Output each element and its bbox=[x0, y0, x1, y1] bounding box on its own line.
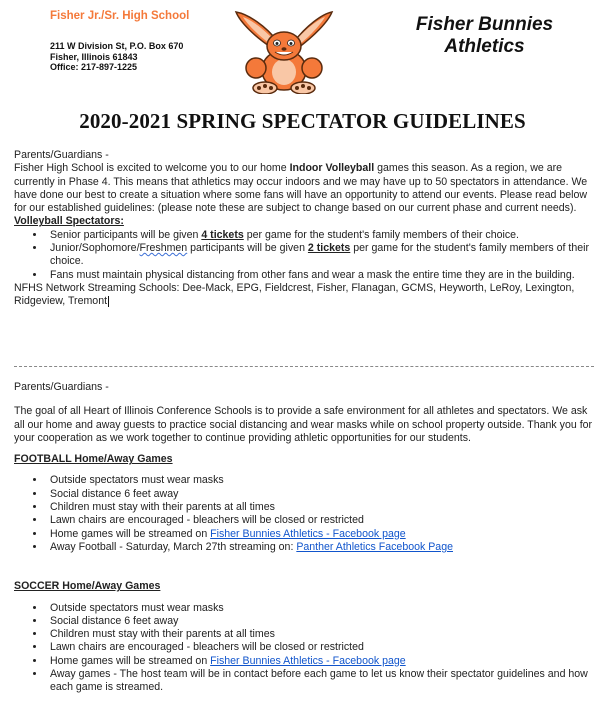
list-text: Home games will be streamed on bbox=[50, 527, 211, 540]
list-text: participants will be given bbox=[187, 242, 308, 255]
list-item: • Outside spectators must wear masks bbox=[46, 474, 594, 487]
football-list bbox=[14, 474, 594, 554]
spellcheck-word: Freshmen bbox=[139, 242, 188, 255]
spacer bbox=[14, 394, 594, 405]
list-item: • Children must stay with their parents at all times bbox=[46, 501, 594, 514]
list-text: Junior/Sophomore/ bbox=[50, 242, 140, 255]
list-item bbox=[46, 242, 594, 269]
athletics-line: Fisher Bunnies bbox=[415, 14, 554, 35]
list-text: Senior participants will be given bbox=[50, 228, 202, 241]
school-name: Fisher Jr./Sr. High School bbox=[50, 10, 190, 22]
outdoor-section bbox=[14, 381, 594, 695]
spacer bbox=[14, 594, 594, 602]
list-item: • Fans must maintain physical distancing from other fans and wear a mask the entire time they are in the building. bbox=[46, 269, 594, 282]
list-item: • Away games - The host team will be in contact before each game to let us know their spectator guidelines and how each game is streamed. bbox=[46, 668, 594, 695]
intro-text: games this season. As a region, we are currently in Phase 4. This means that athletics may occur indoors and we may have up to 50 spectators in attendance. We have done our best to create a situation where some fans will have an opportunity to attend our events. Please read below for our established guidelines: (please note these are subject to change based on our current phase and current needs). bbox=[14, 162, 588, 215]
intro-text: Fisher High School is excited to welcome you to our home bbox=[14, 162, 290, 175]
greeting: Parents/Guardians - bbox=[14, 381, 109, 393]
volleyball-list bbox=[14, 229, 594, 282]
list-item: • Social distance 6 feet away bbox=[46, 615, 594, 628]
list-item bbox=[46, 528, 594, 541]
nfhs-schools bbox=[14, 282, 594, 309]
facebook-link[interactable]: Fisher Bunnies Athletics - Facebook page bbox=[210, 527, 406, 540]
spacer bbox=[14, 466, 594, 474]
list-item bbox=[46, 229, 594, 242]
intro-bold: Indoor Volleyball bbox=[289, 162, 375, 175]
list-text: per game for the student's family members of their choice. bbox=[50, 242, 590, 268]
section-divider bbox=[14, 366, 594, 367]
list-item: • Children must stay with their parents at all times bbox=[46, 628, 594, 641]
athletics-line: Athletics bbox=[444, 36, 525, 57]
conference-paragraph: The goal of all Heart of Illinois Conference Schools is to provide a safe environment for all athletes and spectators. We ask all our home and away guests to practice social distancing and wear masks while on school property outside. Thank you for your cooperation as we work together to continue providing athletic opportunities for our students. bbox=[14, 405, 593, 444]
list-item: • Lawn chairs are encouraged - bleachers will be closed or restricted bbox=[46, 514, 594, 527]
nfhs-text: NFHS Network Streaming Schools: Dee-Mack, EPG, Fieldcrest, Fisher, Flanagan, GCMS, Heyworth, LeRoy, Lexington, Ridgeview, Tremont bbox=[14, 281, 575, 308]
office-phone: Office: 217-897-1225 bbox=[50, 62, 138, 72]
athletics-wordmark bbox=[392, 14, 577, 58]
bunny-mascot-icon bbox=[232, 8, 336, 94]
text-cursor bbox=[108, 296, 109, 307]
address-line: 211 W Division St, P.O. Box 670 bbox=[50, 41, 184, 51]
volleyball-heading: Volleyball Spectators: bbox=[14, 215, 124, 228]
list-text: Away Football - Saturday, March 27th streaming on: bbox=[50, 540, 297, 553]
address-line: Fisher, Illinois 61843 bbox=[50, 51, 138, 62]
page-title: 2020-2021 SPRING SPECTATOR GUIDELINES bbox=[79, 109, 526, 133]
school-address bbox=[50, 41, 183, 73]
volleyball-section bbox=[14, 149, 594, 309]
facebook-link[interactable]: Fisher Bunnies Athletics - Facebook page bbox=[210, 654, 406, 667]
panther-facebook-link[interactable]: Panther Athletics Facebook Page bbox=[296, 540, 453, 553]
list-text: Home games will be streamed on bbox=[50, 654, 211, 667]
soccer-heading: SOCCER Home/Away Games bbox=[14, 580, 161, 593]
spacer bbox=[14, 445, 594, 453]
soccer-list bbox=[14, 602, 594, 695]
list-item: • Social distance 6 feet away bbox=[46, 488, 594, 501]
list-item: • Lawn chairs are encouraged - bleachers will be closed or restricted bbox=[46, 641, 594, 654]
list-item bbox=[46, 655, 594, 668]
greeting: Parents/Guardians - bbox=[14, 149, 109, 161]
ticket-count: 4 tickets bbox=[201, 228, 244, 241]
list-text: per game for the student's family members of their choice. bbox=[243, 228, 519, 241]
spacer bbox=[14, 554, 594, 580]
football-heading: FOOTBALL Home/Away Games bbox=[14, 453, 173, 466]
ticket-count: 2 tickets bbox=[307, 242, 351, 255]
intro-paragraph bbox=[14, 162, 594, 215]
list-item: • Outside spectators must wear masks bbox=[46, 602, 594, 615]
list-item bbox=[46, 541, 594, 554]
